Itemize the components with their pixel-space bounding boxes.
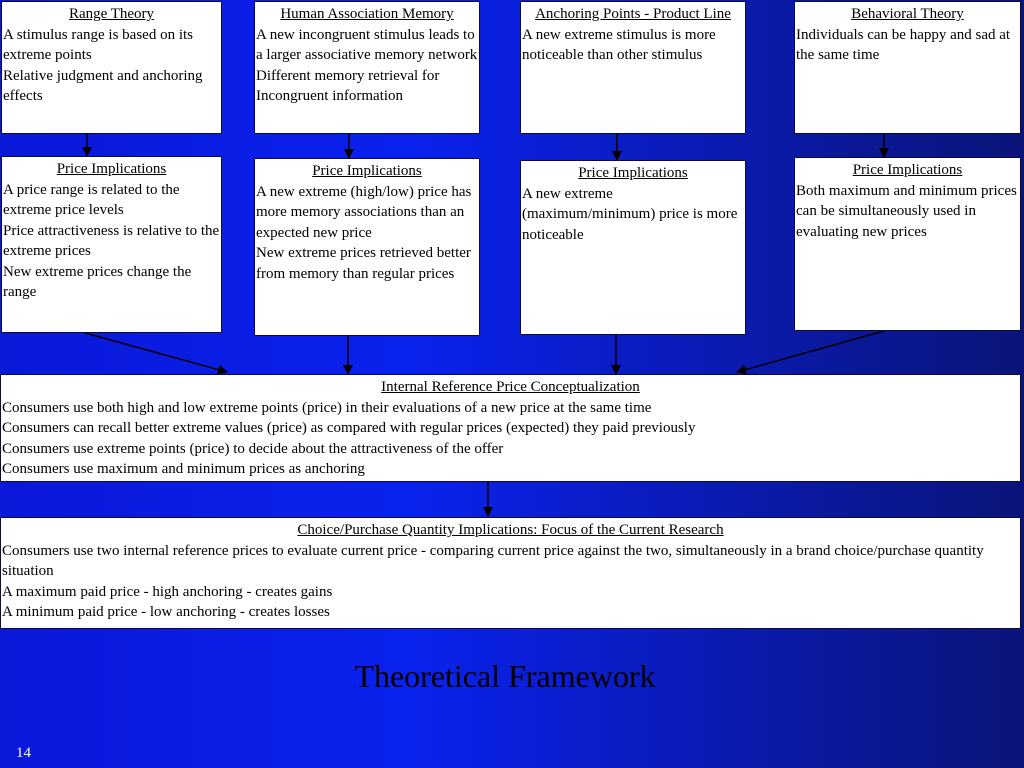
implication-line: A new extreme (maximum/minimum) price is more noticeable [522,185,738,243]
conceptualization-box [0,374,1021,482]
theory-box-range-theory [1,1,222,134]
slide-number: 14 [16,745,31,761]
implication-line: Price attractiveness is relative to the extreme prices [3,222,220,259]
implication-title: Price Implications [56,161,167,177]
arrow-implication-1-to-concept [85,333,227,372]
choice-title: Choice/Purchase Quantity Implications: Focus of the Current Research [297,522,724,538]
conceptualization-line: Consumers use maximum and minimum prices as anchoring [2,461,365,477]
implication-line: Both maximum and minimum prices can be simultaneously used in evaluating new prices [796,182,1017,240]
choice-line: Consumers use two internal reference prices to evaluate current price - comparing current price against the two, simultaneously in a brand choice/purchase quantity situation [2,542,984,579]
conceptualization-line: Consumers use extreme points (price) to decide about the attractiveness of the offer [2,440,504,457]
implication-title: Price Implications [852,162,963,178]
theory-title: Human Association Memory [280,6,454,22]
theory-box-anchoring-points [520,1,746,134]
implication-line: New extreme prices retrieved better from memory than regular prices [256,245,471,282]
implication-box-1 [1,156,222,333]
theory-line: Different memory retrieval for Incongruent information [256,67,440,104]
theory-title: Anchoring Points - Product Line [535,6,731,22]
arrow-implication-4-to-concept [737,331,884,372]
choice-implications-box [0,517,1021,629]
slide-title: Theoretical Framework [354,658,656,694]
theory-title: Behavioral Theory [851,6,964,22]
conceptualization-line: Consumers use both high and low extreme points (price) in their evaluations of a new price at the same time [2,399,652,416]
choice-line: A maximum paid price - high anchoring - creates gains [2,583,333,600]
implication-line: New extreme prices change the range [3,263,192,300]
implication-line: A new extreme (high/low) price has more memory associations than an expected new price [256,183,472,241]
theory-line: Individuals can be happy and sad at the same time [796,26,1011,63]
theory-box-human-association-memory [254,1,480,134]
choice-line: A minimum paid price - low anchoring - creates losses [2,604,330,620]
theory-line: A stimulus range is based on its extreme points [3,26,193,63]
implication-title: Price Implications [312,163,422,179]
theory-line: A new extreme stimulus is more noticeable than other stimulus [522,26,716,63]
implication-line: A price range is related to the extreme price levels [3,181,180,218]
conceptualization-line: Consumers can recall better extreme values (price) as compared with regular prices (expected) they paid previously [2,420,696,436]
conceptualization-title: Internal Reference Price Conceptualization [381,379,640,395]
implication-box-4 [794,157,1021,331]
implication-title: Price Implications [578,165,688,181]
theory-line: A new incongruent stimulus leads to a larger associative memory network [256,26,478,63]
theory-box-behavioral-theory [794,1,1021,134]
implication-box-3 [520,160,746,335]
theory-line: Relative judgment and anchoring effects [3,67,203,104]
implication-box-2 [254,158,480,336]
theory-title: Range Theory [68,6,155,22]
